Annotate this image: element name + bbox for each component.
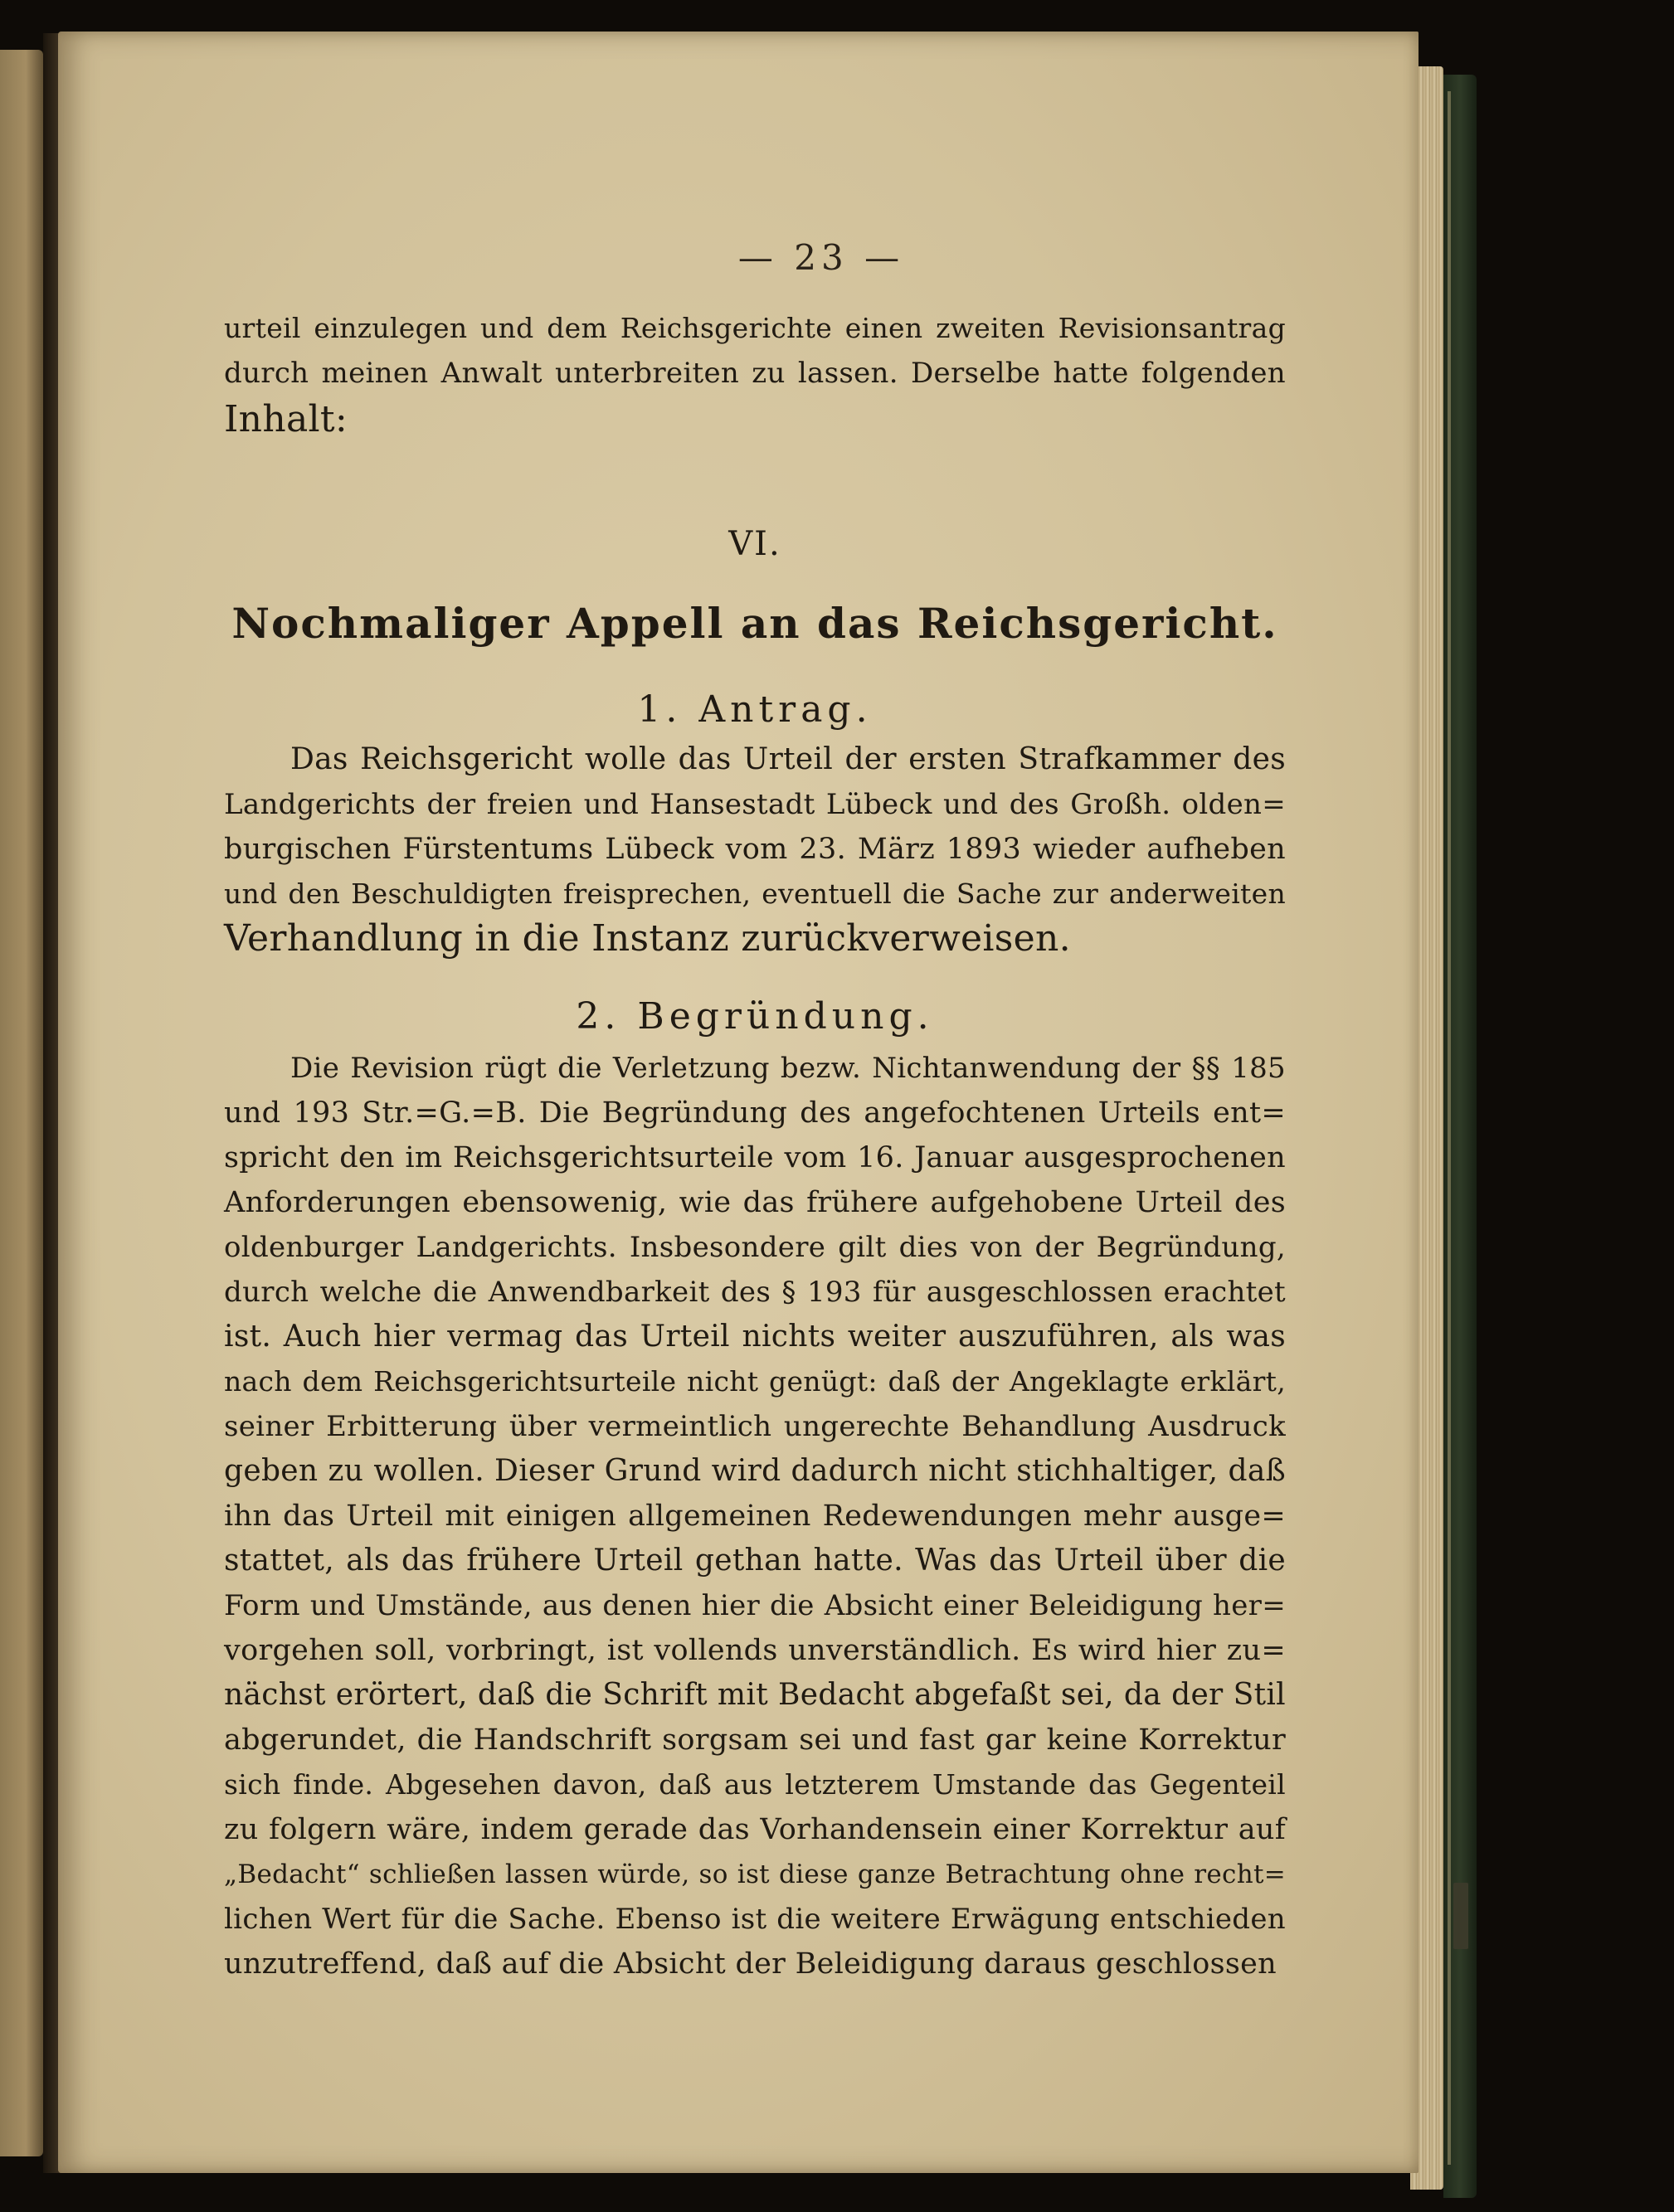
begruendung-heading: 2. Begründung. — [576, 995, 934, 1038]
text-line: sich finde. Abgesehen davon, daß aus letzterem Umstande das Gegenteil — [224, 1768, 1286, 1801]
text-line: und 193 Str.=G.=B. Die Begründung des angefochtenen Urteils ent= — [224, 1096, 1286, 1130]
text-line: urteil einzulegen und dem Reichsgerichte einen zweiten Revisionsantrag — [224, 312, 1286, 344]
text-line: geben zu wollen. Dieser Grund wird dadurch nicht stichhaltiger, daß — [224, 1454, 1286, 1488]
text-line: seiner Erbitterung über vermeintlich ungerechte Behandlung Ausdruck — [224, 1410, 1286, 1443]
text-line: lichen Wert für die Sache. Ebenso ist die weitere Erwägung entschieden — [224, 1903, 1286, 1936]
book-page — [58, 32, 1419, 2173]
text-line: und den Beschuldigten freisprechen, eventuell die Sache zur anderweiten — [224, 878, 1286, 910]
left-page-edge — [0, 50, 43, 2156]
text-line: nach dem Reichsgerichtsurteile nicht genügt: daß der Angeklagte erklärt, — [224, 1365, 1286, 1398]
text-line: Anforderungen ebensowenig, wie das frühere aufgehobene Urteil des — [224, 1186, 1286, 1219]
text-line: „Bedacht“ schließen lassen würde, so ist diese ganze Betrachtung ohne recht= — [224, 1860, 1286, 1889]
section-title: Nochmaliger Appell an das Reichsgericht. — [231, 599, 1278, 648]
cover-spine-line — [1448, 91, 1451, 2165]
text-line: vorgehen soll, vorbringt, ist vollends unverständlich. Es wird hier zu= — [224, 1634, 1286, 1667]
text-line: oldenburger Landgerichts. Insbesondere gilt dies von der Begründung, — [224, 1231, 1286, 1264]
text-line: durch welche die Anwendbarkeit des § 193 für ausgeschlossen erachtet — [224, 1276, 1286, 1309]
text-line: Inhalt: — [224, 398, 348, 440]
text-line: stattet, als das frühere Urteil gethan hatte. Was das Urteil über die — [224, 1544, 1286, 1578]
text-line: ihn das Urteil mit einigen allgemeinen Redewendungen mehr ausge= — [224, 1500, 1286, 1533]
cover-marker — [1453, 1883, 1468, 1949]
text-line: nächst erörtert, daß die Schrift mit Bedacht abgefaßt sei, da der Stil — [224, 1678, 1286, 1712]
text-line: Das Reichsgericht wolle das Urteil der ersten Strafkammer des — [290, 742, 1286, 776]
text-line: Die Revision rügt die Verletzung bezw. Nichtanwendung der §§ 185 — [290, 1052, 1286, 1085]
text-line: spricht den im Reichsgerichtsurteile vom 16. Januar ausgesprochenen — [224, 1141, 1286, 1174]
text-line: zu folgern wäre, indem gerade das Vorhandensein einer Korrektur auf — [224, 1813, 1286, 1846]
antrag-heading: 1. Antrag. — [637, 688, 873, 731]
text-line: Verhandlung in die Instanz zurückverweisen. — [224, 917, 1071, 960]
text-line: durch meinen Anwalt unterbreiten zu lassen. Derselbe hatte folgenden — [224, 357, 1286, 390]
text-line: ist. Auch hier vermag das Urteil nichts weiter auszuführen, als was — [224, 1320, 1286, 1354]
page-number: — 23 — — [737, 237, 905, 278]
text-line: Landgerichts der freien und Hansestadt Lübeck und des Großh. olden= — [224, 788, 1286, 821]
section-number: VI. — [728, 525, 781, 563]
text-line: Form und Umstände, aus denen hier die Absicht einer Beleidigung her= — [224, 1589, 1286, 1622]
text-line: abgerundet, die Handschrift sorgsam sei und fast gar keine Korrektur — [224, 1723, 1286, 1757]
text-line: burgischen Fürstentums Lübeck vom 23. März 1893 wieder aufheben — [224, 833, 1286, 866]
text-line: unzutreffend, daß auf die Absicht der Beleidigung daraus geschlossen — [224, 1947, 1277, 1981]
